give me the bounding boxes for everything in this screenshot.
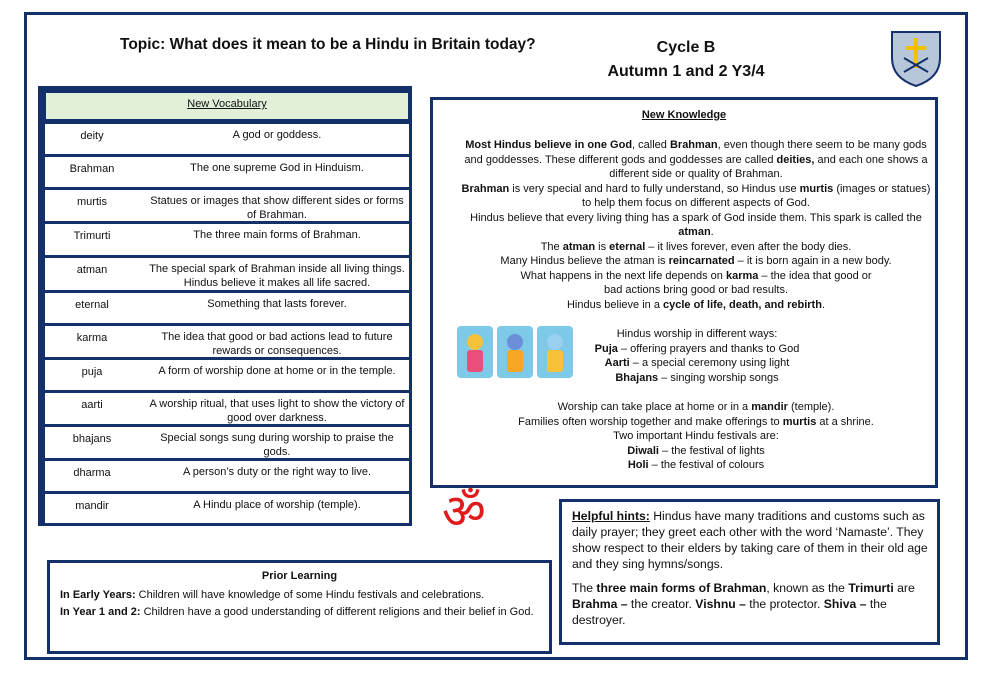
vocab-definition: A Hindu place of worship (temple). (145, 494, 409, 523)
knowledge-paragraph: What happens in the next life depends on karma – the idea that good or bad actions bring good or bad results. (520, 269, 872, 296)
vocab-definition: Statues or images that show different sides or forms of Brahman. (145, 190, 409, 221)
vocab-term: karma (45, 326, 139, 357)
vocab-row (45, 326, 409, 357)
vocab-definition: A god or goddess. (145, 124, 409, 154)
vocab-definition: Special songs sung during worship to praise the gods. (145, 427, 409, 458)
new-knowledge-heading: New Knowledge (641, 109, 727, 121)
knowledge-paragraph: Hindus believe that every living thing has a spark of God inside them. This spark is called the atman. (470, 211, 922, 238)
knowledge-paragraph: Many Hindus believe the atman is reincarnated – it is born again in a new body. (500, 255, 892, 267)
vocab-term: deity (45, 124, 139, 154)
vocab-term: eternal (45, 293, 139, 323)
worship-item: Aarti – a special ceremony using light (604, 357, 790, 369)
vocab-term: aarti (45, 393, 139, 424)
prior-item: In Early Years: Children will have knowledge of some Hindu festivals and celebrations. (60, 589, 485, 601)
prior-learning-heading: Prior Learning (261, 570, 338, 582)
vocab-row (45, 427, 409, 458)
hints-paragraph: Helpful hints: Hindus have many traditions and customs such as daily prayer; they greet each other with the word ‘Namaste’. They show respect to their elders by taking care of them in their old age and they sing hymns/songs. (572, 509, 928, 571)
school-crest-icon (888, 28, 944, 88)
vocab-definition: The three main forms of Brahman. (145, 224, 409, 255)
hints-label: Helpful hints: (572, 509, 650, 523)
vocab-row (45, 494, 409, 523)
vocab-row (45, 124, 409, 154)
prior-learning-text (60, 588, 540, 622)
vocab-term: atman (45, 258, 139, 290)
vocab-term: Brahman (45, 157, 139, 187)
worship-intro: Hindus worship in different ways: (616, 328, 778, 340)
vocab-term: murtis (45, 190, 139, 221)
knowledge-paragraph: Hindus believe in a cycle of life, death, and rebirth. (566, 298, 825, 311)
vocab-row (45, 157, 409, 187)
vocab-term: mandir (45, 494, 139, 523)
vocab-definition: The one supreme God in Hinduism. (145, 157, 409, 187)
cycle-heading (596, 36, 776, 84)
festival-item: Diwali – the festival of lights (627, 444, 765, 457)
vocab-term: bhajans (45, 427, 139, 458)
vocab-definition: A form of worship done at home or in the temple. (145, 360, 409, 390)
vocab-definition: The idea that good or bad actions lead to future rewards or consequences. (145, 326, 409, 357)
knowledge-paragraph: Worship can take place at home or in a mandir (temple). (557, 401, 835, 413)
prior-item: In Year 1 and 2: Children have a good understanding of different religions and their belief in God. (60, 606, 534, 618)
worship-item: Puja – offering prayers and thanks to God (594, 342, 800, 355)
page-title: Topic: What does it mean to be a Hindu in Britain today? (120, 36, 536, 53)
festivals-intro: Two important Hindu festivals are: (613, 430, 779, 442)
knowledge-paragraph: Brahman is very special and hard to fully understand, so Hindus use murtis (images or statues) to help them focus on different aspects of God. (461, 182, 931, 209)
om-symbol-icon: ॐ (442, 484, 486, 540)
worship-item: Bhajans – singing worship songs (615, 371, 779, 384)
vocab-row (45, 461, 409, 491)
new-knowledge-panel (430, 97, 938, 488)
hints-paragraph: The three main forms of Brahman, known as the Trimurti are Brahma – the creator. Vishnu – the protector. Shiva – the destroyer. (572, 581, 915, 627)
vocab-definition: A worship ritual, that uses light to show the victory of good over darkness. (145, 393, 409, 424)
vocab-definition: A person’s duty or the right way to live. (145, 461, 409, 491)
vocab-definition: Something that lasts forever. (145, 293, 409, 323)
hints-text (572, 508, 930, 636)
vocab-row (45, 360, 409, 390)
knowledge-paragraph: Most Hindus believe in one God, called Brahman, even though there seem to be many gods and goddesses. These different gods and goddesses are called deities, and each one shows a different side or quality of Brahman. (464, 139, 928, 180)
worship-list (593, 327, 801, 385)
term-label: Autumn 1 and 2 Y3/4 (607, 63, 765, 80)
vocab-row (45, 393, 409, 424)
knowledge-paragraph: Families often worship together and make offerings to murtis at a shrine. (518, 415, 874, 428)
vocab-row (45, 258, 409, 290)
vocab-row (45, 293, 409, 323)
vocabulary-heading: New Vocabulary (45, 92, 409, 120)
vocab-term: Trimurti (45, 224, 139, 255)
vocab-row (45, 190, 409, 221)
vocab-row (45, 224, 409, 255)
vocabulary-table (38, 86, 412, 526)
cycle-label: Cycle B (656, 39, 716, 56)
vocab-term: puja (45, 360, 139, 390)
vocab-term: dharma (45, 461, 139, 491)
knowledge-paragraph: The atman is eternal – it lives forever, even after the body dies. (540, 240, 852, 253)
hindu-deities-illustration (455, 324, 575, 380)
knowledge-text (461, 138, 931, 312)
worship-places (461, 400, 931, 473)
festival-item: Holi – the festival of colours (627, 459, 765, 471)
prior-learning-panel (47, 560, 552, 654)
helpful-hints-panel (559, 499, 940, 645)
vocab-definition: The special spark of Brahman inside all living things. Hindus believe it makes all life sacred. (145, 258, 409, 290)
